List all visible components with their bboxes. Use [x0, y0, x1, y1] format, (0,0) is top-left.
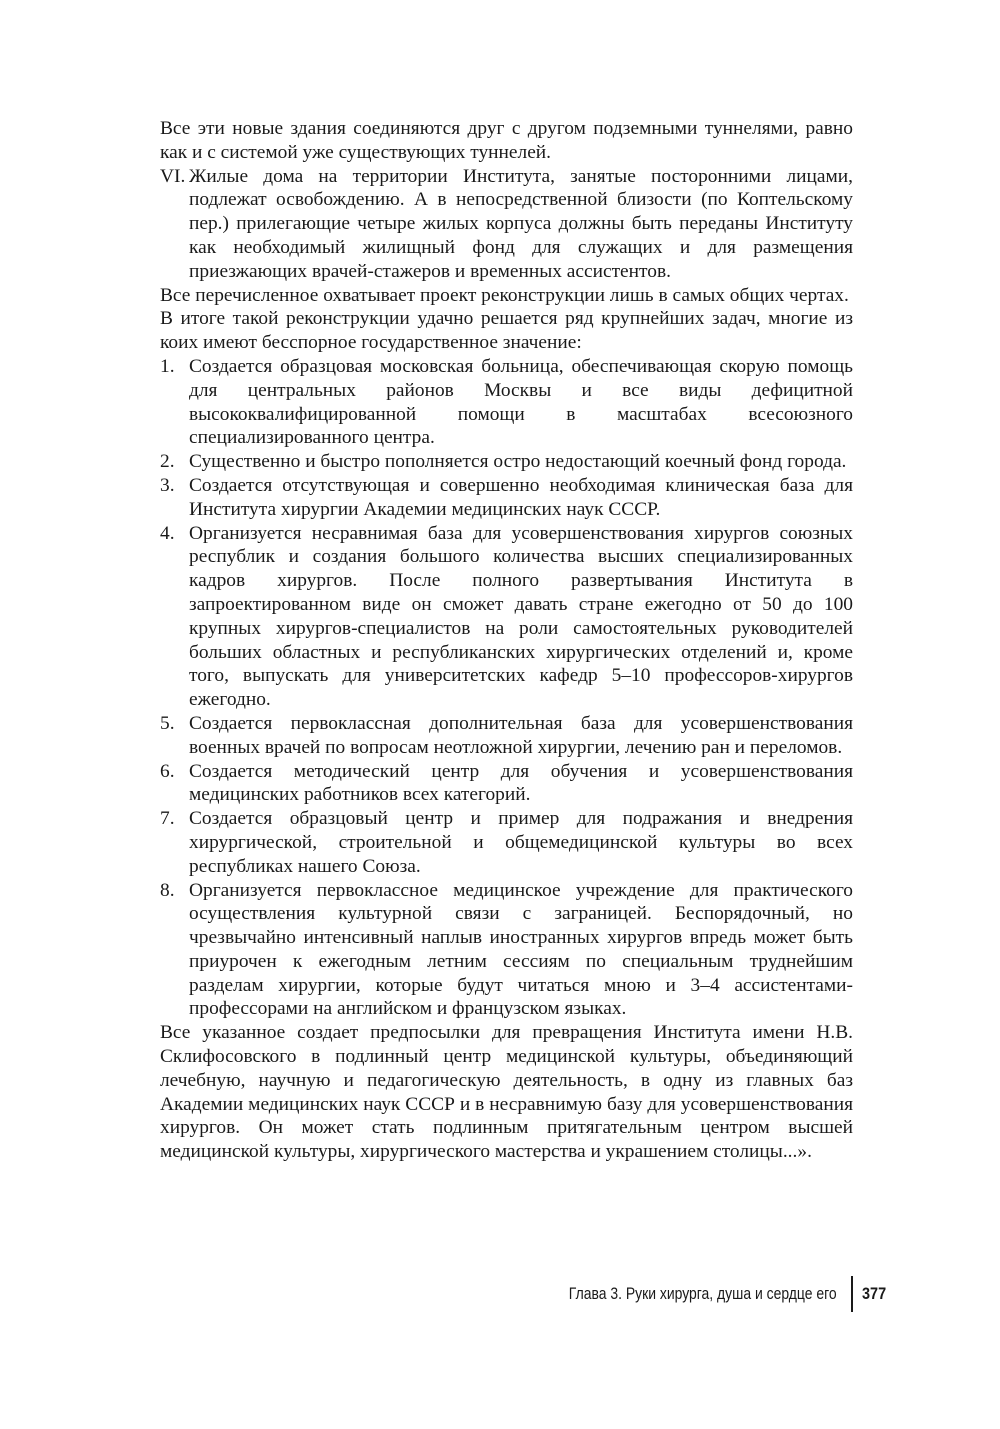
paragraph: В итоге такой реконструкции удачно решается ряд крупнейших задач, многие из коих имеют бесспорное государственное значение: — [160, 308, 853, 354]
list-item-text: Организуется несравнимая база для усовершенствования хирургов союзных республик и создания большого количества высших специализированных кадров хирургов. После полного развертывания Института в запроектированном виде он сможет давать стране ежегодно от 50 до 100 крупных хирургов-специалистов на роли самостоятельных руководителей больших областных и республиканских хирургических отделений и, кроме того, выпускать для университетских кафедр 5–10 профессоров-хирургов ежегодно. — [189, 522, 853, 711]
list-item-text: Создается образцовый центр и пример для подражания и внедрения хирургической, строительной и общемедицинской культуры во всех республиках нашего Союза. — [189, 808, 853, 877]
footer-divider — [851, 1276, 853, 1312]
list-number: 7. — [160, 808, 175, 830]
list-item — [160, 760, 853, 808]
list-number: 8. — [160, 879, 175, 901]
list-item — [160, 522, 853, 712]
paragraph: Все указанное создает предпосылки для превращения Института имени Н.В. Склифосовского в подлинный центр медицинской культуры, объединяющий лечебную, научную и педагогическую деятельность, в одну из главных баз Академии медицинских наук СССР и в несравнимую базу для усовершенствования хирургов. Он может стать подлинным притягательным центром высшей медицинской культуры, хирургического мастерства и украшением столицы...». — [160, 1022, 853, 1163]
list-number: 3. — [160, 474, 175, 496]
list-item-text: Организуется первоклассное медицинское учреждение для практического осуществления культурной связи с заграницей. Беспорядочный, но чрезвычайно интенсивный наплыв иностранных хирургов впредь может быть приурочен к ежегодным летним сессиям по специальным труднейшим разделам хирургии, которые будут читаться мною и 3–4 ассистентами-профессорами на английском и французском языках. — [189, 879, 853, 1020]
list-item — [160, 879, 853, 1022]
list-item-text: Создается первоклассная дополнительная база для усовершенствования военных врачей по вопросам неотложной хирургии, лечению ран и переломов. — [189, 712, 853, 758]
list-item-text: Создается отсутствующая и совершенно необходимая клиническая база для Института хирургии Академии медицинских наук СССР. — [189, 474, 853, 520]
paragraph: Все эти новые здания соединяются друг с другом подземными туннелями, равно как и с системой уже существующих туннелей. — [160, 118, 853, 163]
list-item-vi — [160, 165, 853, 284]
list-item — [160, 450, 853, 474]
list-item-text: Существенно и быстро пополняется остро недостающий коечный фонд города. — [189, 451, 847, 473]
list-item — [160, 355, 853, 450]
list-number: 4. — [160, 522, 175, 544]
list-number: 2. — [160, 451, 175, 473]
list-number: 1. — [160, 355, 175, 377]
list-number: 6. — [160, 760, 175, 782]
body-text — [160, 117, 853, 1164]
list-item — [160, 807, 853, 878]
running-footer-chapter-title: Глава 3. Руки хирурга, душа и сердце его — [569, 1284, 837, 1303]
list-item — [160, 474, 853, 522]
paragraph: Все перечисленное охватывает проект реконструкции лишь в самых общих чертах. — [160, 284, 849, 306]
list-item-text: Жилые дома на территории Института, занятые посторонними лицами, подлежат освобождению. А в непосредственной близости (по Коптельскому пер.) прилегающие четыре жилых корпуса должны быть переданы Институту как необходимый жилищный фонд для служащих и для размещения приезжающих врачей-стажеров и временных ассистентов. — [189, 165, 853, 282]
page-footer — [0, 1280, 1000, 1310]
list-item — [160, 712, 853, 760]
page-number: 377 — [862, 1284, 887, 1303]
numbered-list — [160, 355, 853, 1021]
list-item-text: Создается образцовая московская больница, обеспечивающая скорую помощь для центральных районов Москвы и все виды дефицитной высококвалифицированной помощи в масштабах всесоюзного специализированного центра. — [189, 355, 853, 449]
list-number: VI. — [160, 165, 186, 187]
list-item-text: Создается методический центр для обучения и усовершенствования медицинских работников всех категорий. — [189, 760, 853, 806]
list-number: 5. — [160, 712, 175, 734]
